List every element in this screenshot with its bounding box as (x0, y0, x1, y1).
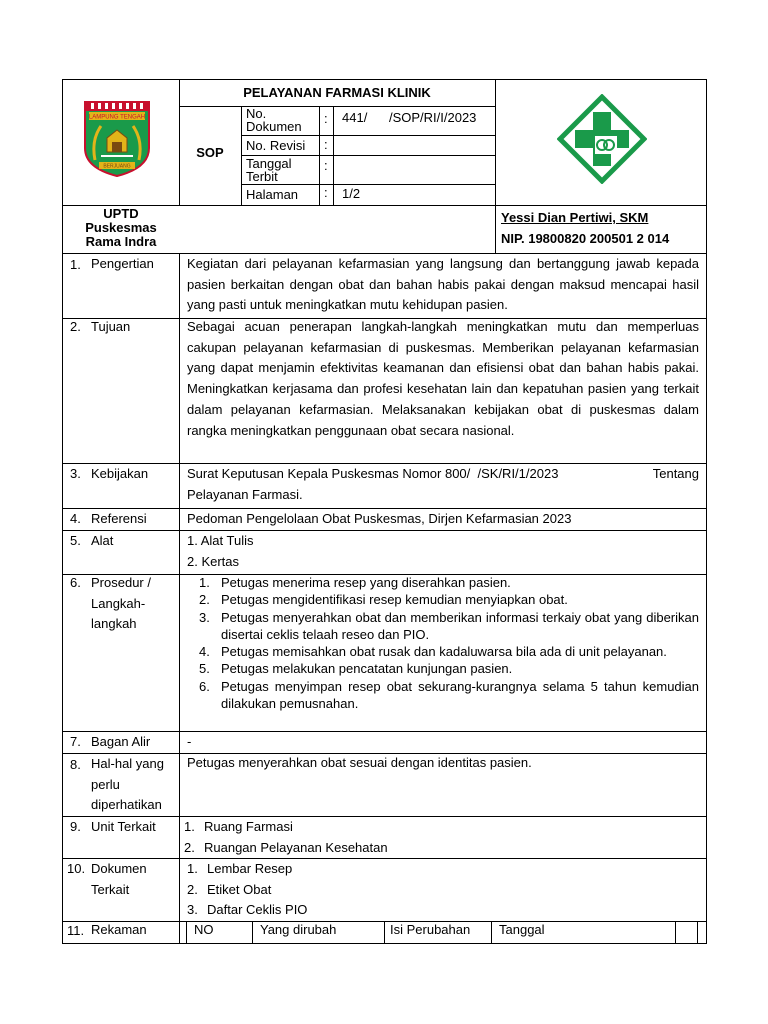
section-number: 9. (70, 819, 81, 834)
section-number: 10. (67, 861, 86, 876)
procedure-step (187, 643, 699, 660)
list-item (187, 859, 699, 880)
list-item (184, 838, 696, 859)
section-label: Pengertian (91, 256, 154, 271)
section-number: 11. (67, 923, 85, 938)
signatory-nip: NIP. 19800820 200501 2 014 (501, 231, 670, 246)
section-label (91, 859, 183, 900)
signatory-name: Yessi Dian Pertiwi, SKM (501, 210, 649, 225)
emblem-top-text: LAMPUNG TENGAH (88, 114, 146, 121)
step-number: 2. (199, 592, 210, 608)
section-label (91, 754, 183, 816)
label-line: Terkait (91, 881, 130, 897)
section-kebijakan (62, 464, 707, 509)
section-label (91, 573, 183, 635)
kebijakan-line-1: Surat Keputusan Kepala Puskesmas Nomor 800/ /SK/RI/1/2023 (187, 466, 559, 481)
procedure-steps (187, 574, 699, 712)
section-label: Referensi (91, 511, 147, 526)
section-content: Sebagai acuan penerapan langkah-langkah meningkatkan mutu dan memperluas cakupan pelayanan kefarmasian di puskesmas. Memberikan pelayanan kefarmasian yang dapat menjamin efektivitas keamanan dan efisiensi obat dan bahan habis pakai. Meningkatkan kerjasama dan profesi kesehatan lain dan kepatuhan pasien yang terkait dalam pelayanan kefarmasian. Melaksanakan kebijakan obat di puskesmas dalam rangka meningkatkan penggunaan obat secara nasional. (187, 319, 699, 438)
kebijakan-line-2: Pelayanan Farmasi. (187, 487, 303, 502)
procedure-step (187, 609, 699, 644)
institution-name: UPTD Puskesmas Rama Indra (85, 206, 157, 249)
document-title: PELAYANAN FARMASI KLINIK (243, 85, 431, 100)
meta-colon: : (324, 158, 328, 173)
section-dokumen-terkait (62, 859, 707, 922)
meta-label-no-revisi: No. Revisi (246, 138, 306, 153)
section-number: 8. (70, 757, 81, 772)
meta-colon: : (324, 111, 328, 126)
meta-colon: : (324, 137, 328, 152)
step-number: 4. (199, 644, 210, 660)
meta-label-tanggal-terbit: Tanggal Terbit (246, 156, 292, 184)
section-tujuan (62, 319, 707, 464)
column-header-isi-perubahan: Isi Perubahan (390, 922, 471, 937)
item-number: 1. (184, 819, 195, 834)
section-bagan-alir (62, 732, 707, 754)
column-header-yang-dirubah: Yang dirubah (260, 922, 337, 937)
step-number: 3. (199, 609, 210, 625)
list-item (184, 817, 696, 838)
step-number: 6. (199, 678, 210, 694)
section-number: 7. (70, 734, 81, 749)
item-text: Lembar Resep (207, 861, 293, 876)
item-text: Etiket Obat (207, 881, 272, 897)
list-item (187, 900, 699, 921)
section-label: Bagan Alir (91, 734, 151, 749)
step-text: Petugas menyerahkan obat dan memberikan informasi terkaiy obat yang diberikan disertai ceklis telaah reseo dan PIO. (221, 609, 699, 642)
rekaman-table (186, 922, 698, 943)
step-text: Petugas melakukan pencatatan kunjungan pasien. (221, 661, 513, 677)
section-content (187, 859, 699, 921)
label-line: Prosedur / (91, 575, 151, 590)
section-number: 1. (70, 257, 81, 272)
section-content: - (187, 734, 192, 749)
section-content: Kegiatan dari pelayanan kefarmasian yang langsung dan bertanggung jawab kepada pasien berkaitan dengan obat dan bahan habis pakai dengan maksud mencapai hasil yang pasti untuk meningkatkan mutu kehidupan pasien. (187, 256, 699, 313)
procedure-step (187, 660, 699, 677)
item-text: Ruang Farmasi (204, 819, 293, 834)
section-label: Alat (91, 533, 114, 548)
section-hal-hal (62, 754, 707, 817)
label-line: langkah (91, 616, 137, 631)
step-text: Petugas memisahkan obat rusak dan kadaluwarsa bila ada di unit pelayanan. (221, 644, 667, 660)
section-prosedur (62, 575, 707, 732)
sop-label: SOP (196, 145, 224, 160)
item-number: 1. (187, 861, 198, 876)
list-item (187, 880, 699, 901)
meta-label-halaman: Halaman (246, 187, 299, 202)
section-label: Kebijakan (91, 466, 149, 481)
meta-value-halaman: 1/2 (342, 186, 361, 201)
section-alat (62, 531, 707, 575)
document-header (62, 79, 707, 254)
section-label: Unit Terkait (91, 819, 156, 834)
item-text: Daftar Ceklis PIO (207, 902, 308, 917)
label-line: Hal-hal yang (91, 756, 164, 771)
step-number: 5. (199, 661, 210, 677)
procedure-step (187, 678, 699, 713)
item-number: 2. (187, 881, 198, 897)
section-number: 3. (70, 466, 81, 481)
label-line: Dokumen (91, 861, 147, 876)
list-item: 1. Alat Tulis (187, 533, 254, 548)
list-item: 2. Kertas (187, 553, 240, 569)
emblem-motto-text: BERJUANG (103, 163, 131, 170)
section-rekaman (62, 922, 707, 944)
section-content (187, 464, 699, 506)
procedure-step (187, 591, 699, 608)
meta-value-no-dokumen: 441/ /SOP/RI/I/2023 (342, 110, 477, 125)
item-number: 3. (187, 902, 198, 917)
section-number: 2. (70, 319, 81, 334)
section-content: Petugas menyerahkan obat sesuai dengan identitas pasien. (187, 755, 532, 770)
lampung-tengah-emblem (81, 100, 153, 178)
column-header-tanggal: Tanggal (499, 922, 545, 937)
meta-colon: : (324, 185, 328, 200)
section-content (187, 531, 699, 572)
section-label: Tujuan (91, 319, 131, 334)
section-pengertian (62, 254, 707, 319)
section-number: 4. (70, 511, 81, 526)
column-header-no: NO (194, 922, 214, 937)
section-content: Pedoman Pengelolaan Obat Puskesmas, Dirjen Kefarmasian 2023 (187, 511, 572, 526)
procedure-step (187, 574, 699, 591)
step-text: Petugas mengidentifikasi resep kemudian menyiapkan obat. (221, 592, 568, 608)
step-number: 1. (199, 575, 210, 590)
label-line: perlu (91, 776, 120, 792)
label-line: Langkah- (91, 595, 146, 611)
step-text: Petugas menerima resep yang diserahkan pasien. (221, 575, 511, 590)
item-text: Ruangan Pelayanan Kesehatan (204, 839, 388, 855)
section-referensi (62, 509, 707, 531)
step-text: Petugas menyimpan resep obat sekurang-kurangnya selama 5 tahun kemudian dilakukan pemusnahan. (221, 678, 699, 712)
meta-label-no-dokumen: No. Dokumen (246, 106, 302, 134)
section-label: Rekaman (91, 922, 147, 937)
section-unit-terkait (62, 817, 707, 859)
section-content (187, 574, 699, 712)
kebijakan-line-1-right: Tentang (652, 466, 699, 481)
label-line: diperhatikan (91, 797, 162, 812)
item-number: 2. (184, 839, 195, 855)
section-number: 5. (70, 533, 81, 548)
section-content (184, 817, 696, 858)
puskesmas-logo (557, 94, 647, 184)
section-number: 6. (70, 575, 81, 590)
